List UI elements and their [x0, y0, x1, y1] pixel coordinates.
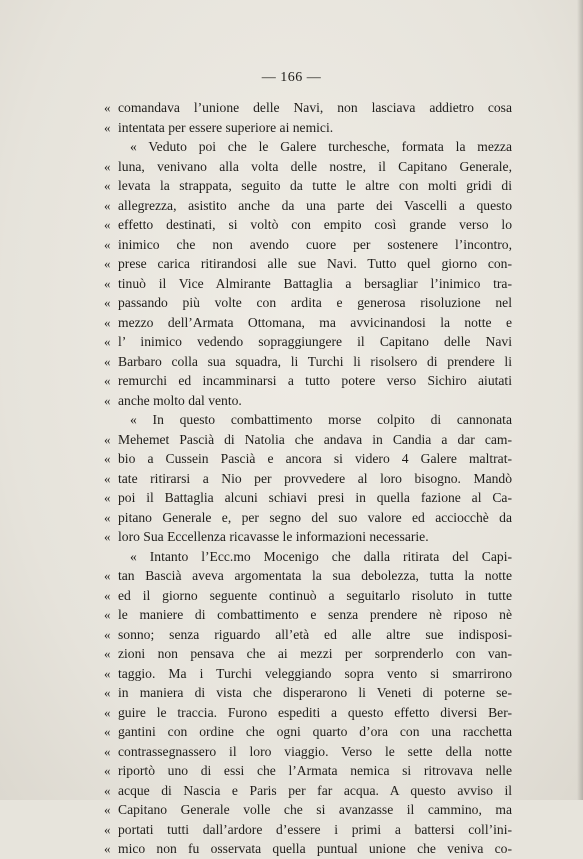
quote-mark: «	[104, 236, 111, 252]
quote-mark: «	[104, 275, 111, 291]
quote-mark: «	[104, 509, 111, 525]
text-line-content: in maniera di vista che disperarono li Veneti di poterne se-	[118, 685, 512, 700]
text-line	[104, 98, 512, 118]
text-line	[118, 137, 512, 157]
text-line	[104, 469, 512, 489]
text-line-content: prese carica ritirandosi alle sue Navi. Tutto quel giorno con-	[118, 256, 512, 271]
quote-mark: «	[104, 646, 111, 661]
text-line	[104, 605, 512, 625]
body-text	[104, 98, 512, 859]
text-line	[104, 586, 512, 606]
text-line-content: gantini con ordine che ogni quarto d’ora con una racchetta	[118, 724, 512, 739]
text-line	[104, 839, 512, 859]
text-line-content: mezzo dell’Armata Ottomana, ma avvicinandosi la notte e	[118, 314, 512, 330]
text-line-content: luna, venivano alla volta delle nostre, il Capitano Generale,	[118, 158, 512, 174]
quote-mark: «	[104, 568, 111, 583]
text-line-content: bio a Cussein Pascià e ancora si videro 4 Galere maltrat-	[118, 451, 512, 466]
text-line-content: inimico che non avendo cuore per sostenere l’incontro,	[118, 236, 512, 252]
quote-mark: «	[104, 665, 111, 681]
text-line-content: contrassegnassero il loro viaggio. Verso le sette della notte	[118, 743, 512, 759]
text-line-content: passando più volte con ardita e generosa risoluzione nel	[118, 295, 512, 310]
text-line	[104, 761, 512, 781]
text-line-content: Barbaro colla sua squadra, li Turchi li risolsero di prendere li	[118, 353, 512, 369]
text-line-content: levata la strappata, seguito da tutte le altre con molti gridi di	[118, 178, 512, 193]
text-line-content: Mehemet Pascià di Natolia che andava in Candia a dar cam-	[118, 431, 512, 447]
quote-mark: «	[104, 373, 111, 388]
quote-mark: «	[104, 607, 111, 622]
text-line-content: « Intanto l’Ecc.mo Mocenigo che dalla ritirata del Capi-	[130, 548, 512, 564]
quote-mark: «	[104, 685, 111, 700]
page-number: — 166 —	[261, 70, 322, 85]
text-line	[104, 254, 512, 274]
text-line-content: ed il giorno seguente continuò a seguitarlo risoluto in tutte	[118, 587, 512, 603]
quote-mark: «	[104, 490, 111, 505]
text-line	[104, 235, 512, 255]
quote-mark: «	[104, 587, 111, 603]
quote-mark: «	[104, 821, 111, 837]
text-line-content: riportò uno di essi che l’Armata nemica si ritrovava nelle	[118, 763, 512, 778]
text-line	[118, 410, 512, 430]
text-line	[118, 547, 512, 567]
text-line	[104, 781, 512, 801]
text-line-content: remurchi ed incamminarsi a tutto potere verso Sichiro aiutati	[118, 373, 512, 388]
text-line-content: loro Sua Eccellenza ricavasse le informazioni necessarie.	[118, 529, 429, 544]
text-line-content: « In questo combattimento morse colpito di cannonata	[130, 412, 512, 427]
text-line-content: l’ inimico vedendo sopraggiungere il Capitano delle Navi	[118, 334, 512, 349]
quote-mark: «	[104, 178, 111, 193]
text-line-content: poi il Battaglia alcuni schiavi presi in quella fazione al Ca-	[118, 490, 512, 505]
text-line-content: taggio. Ma i Turchi veleggiando sopra vento si smarrirono	[118, 665, 512, 681]
quote-mark: «	[104, 451, 111, 466]
quote-mark: «	[104, 626, 111, 642]
text-line-content: anche molto dal vento.	[118, 392, 242, 408]
quote-mark: «	[104, 743, 111, 759]
quote-mark: «	[104, 334, 111, 349]
text-line-content: sonno; senza riguardo all’età ed alle altre sue indisposi-	[118, 626, 512, 642]
text-line	[104, 118, 512, 138]
quote-mark: «	[104, 197, 111, 213]
quote-mark: «	[104, 119, 111, 135]
quote-mark: «	[104, 763, 111, 778]
text-line	[104, 722, 512, 742]
text-line	[104, 293, 512, 313]
quote-mark: «	[104, 704, 111, 720]
text-line	[104, 664, 512, 684]
quote-mark: «	[104, 314, 111, 330]
quote-mark: «	[104, 353, 111, 369]
text-line-content: tate ritirarsi a Nio per provvedere al loro bisogno. Mandò	[118, 470, 512, 486]
text-line-content: comandava l’unione delle Navi, non lasciava addietro cosa	[118, 100, 512, 115]
text-line-content: tan Bascià aveva argomentata la sua debolezza, tutta la notte	[118, 568, 512, 583]
text-line	[104, 527, 512, 547]
quote-mark: «	[104, 782, 111, 798]
text-line	[104, 274, 512, 294]
text-line	[104, 430, 512, 450]
page-edge-shadow	[577, 0, 583, 800]
text-line	[104, 371, 512, 391]
quote-mark: «	[104, 841, 111, 856]
text-line	[104, 215, 512, 235]
text-line	[104, 703, 512, 723]
text-line	[104, 683, 512, 703]
text-line	[104, 196, 512, 216]
quote-mark: «	[104, 256, 111, 271]
quote-mark: «	[104, 158, 111, 174]
text-line	[104, 820, 512, 840]
text-line	[104, 176, 512, 196]
text-line-content: guire le traccia. Furono espediti a questo effetto diversi Ber-	[118, 704, 512, 720]
quote-mark: «	[104, 431, 111, 447]
text-line-content: intentata per essere superiore ai nemici.	[118, 119, 334, 135]
text-line	[104, 508, 512, 528]
quote-mark: «	[104, 802, 111, 817]
text-line	[104, 332, 512, 352]
text-line-content: zioni non pensava che ai mezzi per sorprenderlo con van-	[118, 646, 512, 661]
text-line-content: portati tutti dall’ardore d’essere i primi a battersi coll’ini-	[118, 821, 512, 837]
text-line	[104, 157, 512, 177]
text-line	[104, 625, 512, 645]
text-line	[104, 488, 512, 508]
quote-mark: «	[104, 470, 111, 486]
text-line-content: allegrezza, asistito anche da una parte dei Vascelli a questo	[118, 197, 512, 213]
quote-mark: «	[104, 295, 111, 310]
text-line-content: le maniere di combattimento e senza prendere nè riposo nè	[118, 607, 512, 622]
text-line	[104, 313, 512, 333]
text-line-content: Capitano Generale volle che si avanzasse il cammino, ma	[118, 802, 512, 817]
text-line	[104, 742, 512, 762]
text-line-content: « Veduto poi che le Galere turchesche, formata la mezza	[130, 139, 512, 154]
quote-mark: «	[104, 392, 111, 408]
text-line-content: mico non fu osservata quella puntual unione che veniva co-	[118, 841, 512, 856]
quote-mark: «	[104, 217, 111, 232]
quote-mark: «	[104, 724, 111, 739]
text-line-content: pitano Generale e, per segno del suo valore ed acciocchè da	[118, 509, 512, 525]
text-line	[104, 566, 512, 586]
text-line	[104, 391, 512, 411]
text-line	[104, 449, 512, 469]
text-line-content: tinuò il Vice Almirante Battaglia a bersagliar l’inimico tra-	[118, 275, 512, 291]
quote-mark: «	[104, 100, 111, 115]
text-line-content: effetto destinati, si voltò con empito così grande verso lo	[118, 217, 512, 232]
text-line	[104, 352, 512, 372]
text-line-content: acque di Nascia e Paris per far acqua. A questo avviso il	[118, 782, 512, 798]
text-line	[104, 644, 512, 664]
text-line	[104, 800, 512, 820]
quote-mark: «	[104, 529, 111, 544]
